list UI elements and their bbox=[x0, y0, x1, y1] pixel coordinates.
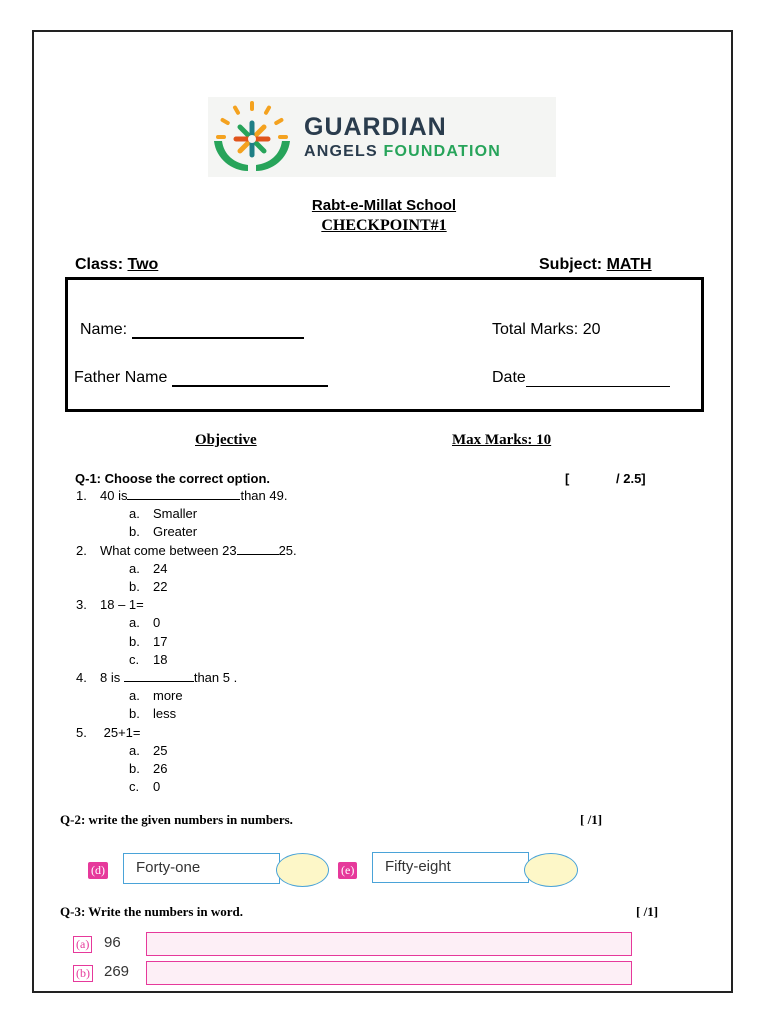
question-text: 8 is bbox=[100, 670, 124, 685]
question-number: 4. bbox=[76, 670, 87, 685]
q1-option[interactable] bbox=[129, 579, 167, 594]
subject-field: Subject: MATH bbox=[539, 256, 652, 273]
q2-tag-e: (e) bbox=[338, 862, 357, 879]
logo-title: GUARDIAN bbox=[304, 113, 447, 141]
q1-question-5 bbox=[76, 725, 141, 740]
option-text: 0 bbox=[153, 779, 161, 794]
q2-word-d: Forty-one bbox=[123, 853, 280, 884]
option-letter: c. bbox=[129, 779, 140, 794]
answer-blank[interactable] bbox=[237, 543, 279, 555]
option-letter: b. bbox=[129, 634, 140, 649]
q1-option[interactable] bbox=[129, 615, 160, 630]
q1-option[interactable] bbox=[129, 634, 167, 649]
question-number: 2. bbox=[76, 543, 87, 558]
question-text-end: 25. bbox=[278, 543, 297, 558]
option-letter: b. bbox=[129, 524, 140, 539]
question-text-end: than 5 . bbox=[193, 670, 238, 685]
option-text: less bbox=[153, 706, 177, 721]
question-text: 40 is bbox=[100, 488, 128, 503]
option-text: 18 bbox=[153, 652, 168, 667]
option-text: Smaller bbox=[153, 506, 198, 521]
question-text-end: than 49. bbox=[240, 488, 288, 503]
option-text: 22 bbox=[153, 579, 168, 594]
option-letter: a. bbox=[129, 561, 140, 576]
question-text: 25+1= bbox=[100, 725, 141, 740]
q2-marks: [ /1] bbox=[580, 812, 603, 827]
q1-option[interactable] bbox=[129, 506, 197, 521]
date-field[interactable]: Date bbox=[492, 369, 670, 387]
q1-marks-open: [ bbox=[565, 471, 570, 486]
logo-subtitle bbox=[304, 143, 501, 161]
answer-blank[interactable] bbox=[124, 670, 194, 682]
total-marks: Total Marks: 20 bbox=[492, 321, 601, 338]
q3-title: Q-3: Write the numbers in word. bbox=[60, 904, 243, 919]
q1-option[interactable] bbox=[129, 688, 183, 703]
question-number: 1. bbox=[76, 488, 87, 503]
checkpoint-title: CHECKPOINT#1 bbox=[321, 217, 447, 234]
option-text: 24 bbox=[153, 561, 168, 576]
option-letter: a. bbox=[129, 688, 140, 703]
max-marks: Max Marks: 10 bbox=[452, 432, 552, 448]
logo-angels: ANGELS bbox=[304, 143, 378, 160]
question-number: 3. bbox=[76, 597, 87, 612]
answer-blank[interactable] bbox=[127, 488, 240, 500]
date-blank[interactable] bbox=[526, 372, 670, 387]
school-name: Rabt-e-Millat School bbox=[311, 197, 457, 214]
q2-answer-oval-d[interactable] bbox=[276, 853, 329, 887]
q2-word-e: Fifty-eight bbox=[372, 852, 529, 883]
father-name-field[interactable]: Father Name bbox=[74, 369, 328, 387]
logo-foundation: FOUNDATION bbox=[383, 143, 501, 160]
option-letter: c. bbox=[129, 652, 140, 667]
class-field: Class: Two bbox=[75, 256, 159, 273]
option-letter: a. bbox=[129, 615, 140, 630]
option-letter: b. bbox=[129, 579, 140, 594]
q3-tag-b: (b) bbox=[73, 965, 93, 982]
option-text: 17 bbox=[153, 634, 168, 649]
question-number: 5. bbox=[76, 725, 87, 740]
q3-marks: [ /1] bbox=[636, 904, 659, 919]
option-letter: b. bbox=[129, 706, 140, 721]
q3-number-b: 269 bbox=[104, 963, 130, 980]
question-text: What come between 23 bbox=[100, 543, 237, 558]
q3-answer-box-a[interactable] bbox=[146, 932, 632, 956]
guardian-angels-logo bbox=[208, 97, 556, 177]
q1-option[interactable] bbox=[129, 761, 167, 776]
logo-emblem-icon bbox=[208, 97, 300, 177]
q1-question-2 bbox=[76, 543, 297, 558]
subject-value: MATH bbox=[606, 256, 652, 273]
q2-tag-d: (d) bbox=[88, 862, 108, 879]
question-text: 18 – 1= bbox=[100, 597, 144, 612]
name-field[interactable]: Name: bbox=[80, 321, 304, 339]
class-value: Two bbox=[127, 256, 159, 273]
objective-heading: Objective bbox=[195, 432, 257, 448]
q1-question-3 bbox=[76, 597, 144, 612]
q1-option[interactable] bbox=[129, 706, 176, 721]
father-name-blank[interactable] bbox=[172, 371, 328, 387]
option-text: 26 bbox=[153, 761, 168, 776]
q1-option[interactable] bbox=[129, 561, 167, 576]
q1-title: Q-1: Choose the correct option. bbox=[75, 471, 271, 486]
q1-option[interactable] bbox=[129, 743, 167, 758]
q2-title: Q-2: write the given numbers in numbers. bbox=[60, 812, 293, 827]
q1-option[interactable] bbox=[129, 524, 197, 539]
option-text: more bbox=[153, 688, 183, 703]
option-letter: a. bbox=[129, 506, 140, 521]
q2-answer-oval-e[interactable] bbox=[524, 853, 578, 887]
q3-number-a: 96 bbox=[104, 934, 121, 951]
q1-question-1 bbox=[76, 488, 287, 503]
option-text: Greater bbox=[153, 524, 198, 539]
q1-option[interactable] bbox=[129, 652, 167, 667]
student-info-box bbox=[65, 277, 704, 412]
name-blank[interactable] bbox=[132, 323, 304, 339]
option-letter: b. bbox=[129, 761, 140, 776]
q3-tag-a: (a) bbox=[73, 936, 92, 953]
q1-marks: / 2.5] bbox=[616, 471, 646, 486]
option-text: 25 bbox=[153, 743, 168, 758]
q3-answer-box-b[interactable] bbox=[146, 961, 632, 985]
q1-question-4 bbox=[76, 670, 237, 685]
option-text: 0 bbox=[153, 615, 161, 630]
q1-option[interactable] bbox=[129, 779, 160, 794]
option-letter: a. bbox=[129, 743, 140, 758]
